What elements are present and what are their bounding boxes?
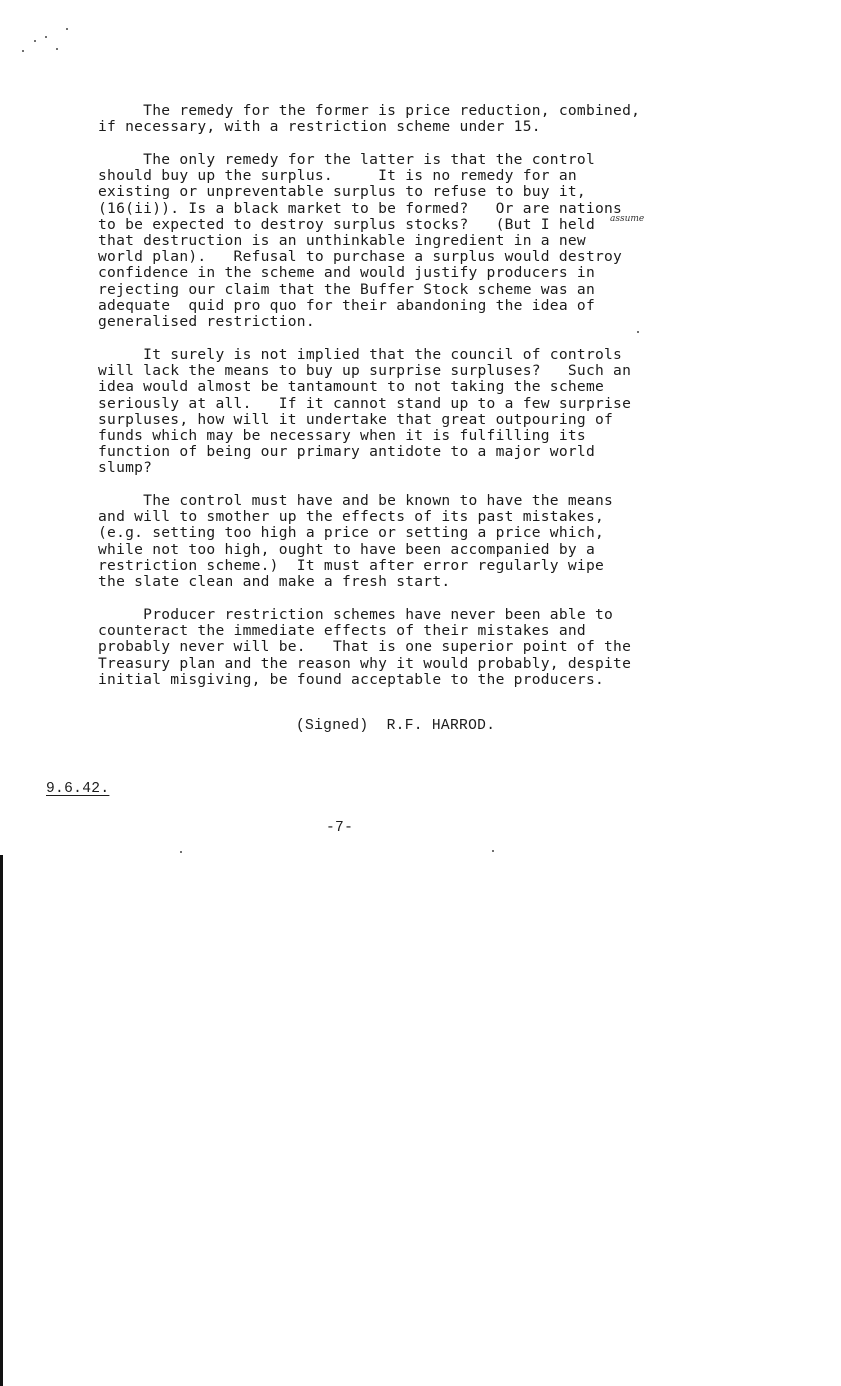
paragraph-2 [98, 152, 688, 330]
paragraph-5-line-1: Producer restriction schemes have never been able to [98, 606, 614, 623]
paragraph-5-line-2: counteract the immediate effects of their mistakes and [98, 622, 586, 640]
document-date: 9.6.42. [46, 781, 110, 797]
handwritten-correction: assume [610, 214, 645, 224]
paragraph-2-line-11: generalised restriction. [98, 313, 315, 331]
paragraph-4-line-3: (e.g. setting too high a price or setting a price which, [98, 524, 605, 542]
paragraph-2-line-9: rejecting our claim that the Buffer Stock scheme was an [98, 280, 595, 298]
paragraph-3-line-3: idea would almost be tantamount to not taking the scheme [98, 378, 605, 396]
paragraph-4 [98, 493, 688, 590]
paragraph-3-line-1: It surely is not implied that the council of controls [98, 346, 623, 363]
paragraph-3-line-7: function of being our primary antidote to a major world [98, 443, 595, 461]
scan-speck [45, 36, 47, 38]
paragraph-3-line-4: seriously at all. If it cannot stand up to a few surprise [98, 394, 632, 412]
paragraph-2-line-10: adequate quid pro quo for their abandoning the idea of [98, 296, 595, 314]
paragraph-1 [98, 103, 688, 135]
paragraph-2-line-5: to be expected to destroy surplus stocks? (But I held [98, 215, 595, 233]
signature: (Signed) R.F. HARROD. [296, 718, 496, 734]
scan-speck [66, 28, 68, 30]
scan-edge-shadow [0, 855, 3, 1386]
paragraph-3 [98, 347, 688, 477]
paragraph-4-line-2: and will to smother up the effects of its past mistakes, [98, 508, 605, 526]
paragraph-2-line-8: confidence in the scheme and would justify producers in [98, 264, 595, 282]
paragraph-2-line-3: existing or unpreventable surplus to refuse to buy it, [98, 183, 586, 201]
scan-speck [492, 850, 494, 852]
paragraph-4-line-5: restriction scheme.) It must after error regularly wipe [98, 556, 605, 574]
paragraph-3-line-8: slump? [98, 459, 153, 477]
paragraph-3-line-5: surpluses, how will it undertake that great outpouring of [98, 410, 614, 428]
paragraph-1-line-1: The remedy for the former is price reduction, combined, [98, 102, 641, 119]
scan-speck [637, 331, 639, 333]
paragraph-4-line-1: The control must have and be known to have the means [98, 492, 614, 509]
paragraph-2-line-1: The only remedy for the latter is that the control [98, 151, 595, 168]
paragraph-2-line-7: world plan). Refusal to purchase a surplus would destroy [98, 248, 623, 266]
paragraph-5-line-3: probably never will be. That is one superior point of the [98, 638, 632, 656]
paragraph-4-line-6: the slate clean and make a fresh start. [98, 573, 451, 591]
paragraph-3-line-6: funds which may be necessary when it is fulfilling its [98, 427, 586, 445]
paragraph-2-line-4: (16(ii)). Is a black market to be formed? Or are nations [98, 199, 623, 217]
paragraph-4-line-4: while not too high, ought to have been accompanied by a [98, 540, 595, 558]
paragraph-1-line-2: if necessary, with a restriction scheme under 15. [98, 118, 541, 136]
scan-speck [34, 40, 36, 42]
page-number: -7- [326, 820, 354, 836]
scan-speck [56, 48, 58, 50]
paragraph-5 [98, 607, 688, 688]
scan-speck [180, 851, 182, 853]
paragraph-5-line-5: initial misgiving, be found acceptable to the producers. [98, 670, 605, 688]
paragraph-5-line-4: Treasury plan and the reason why it would probably, despite [98, 654, 632, 672]
paragraph-3-line-2: will lack the means to buy up surprise surpluses? Such an [98, 362, 632, 380]
paragraph-2-line-2: should buy up the surplus. It is no remedy for an [98, 167, 577, 185]
paragraph-2-line-6: that destruction is an unthinkable ingredient in a new [98, 232, 586, 250]
scan-speck [22, 50, 24, 52]
